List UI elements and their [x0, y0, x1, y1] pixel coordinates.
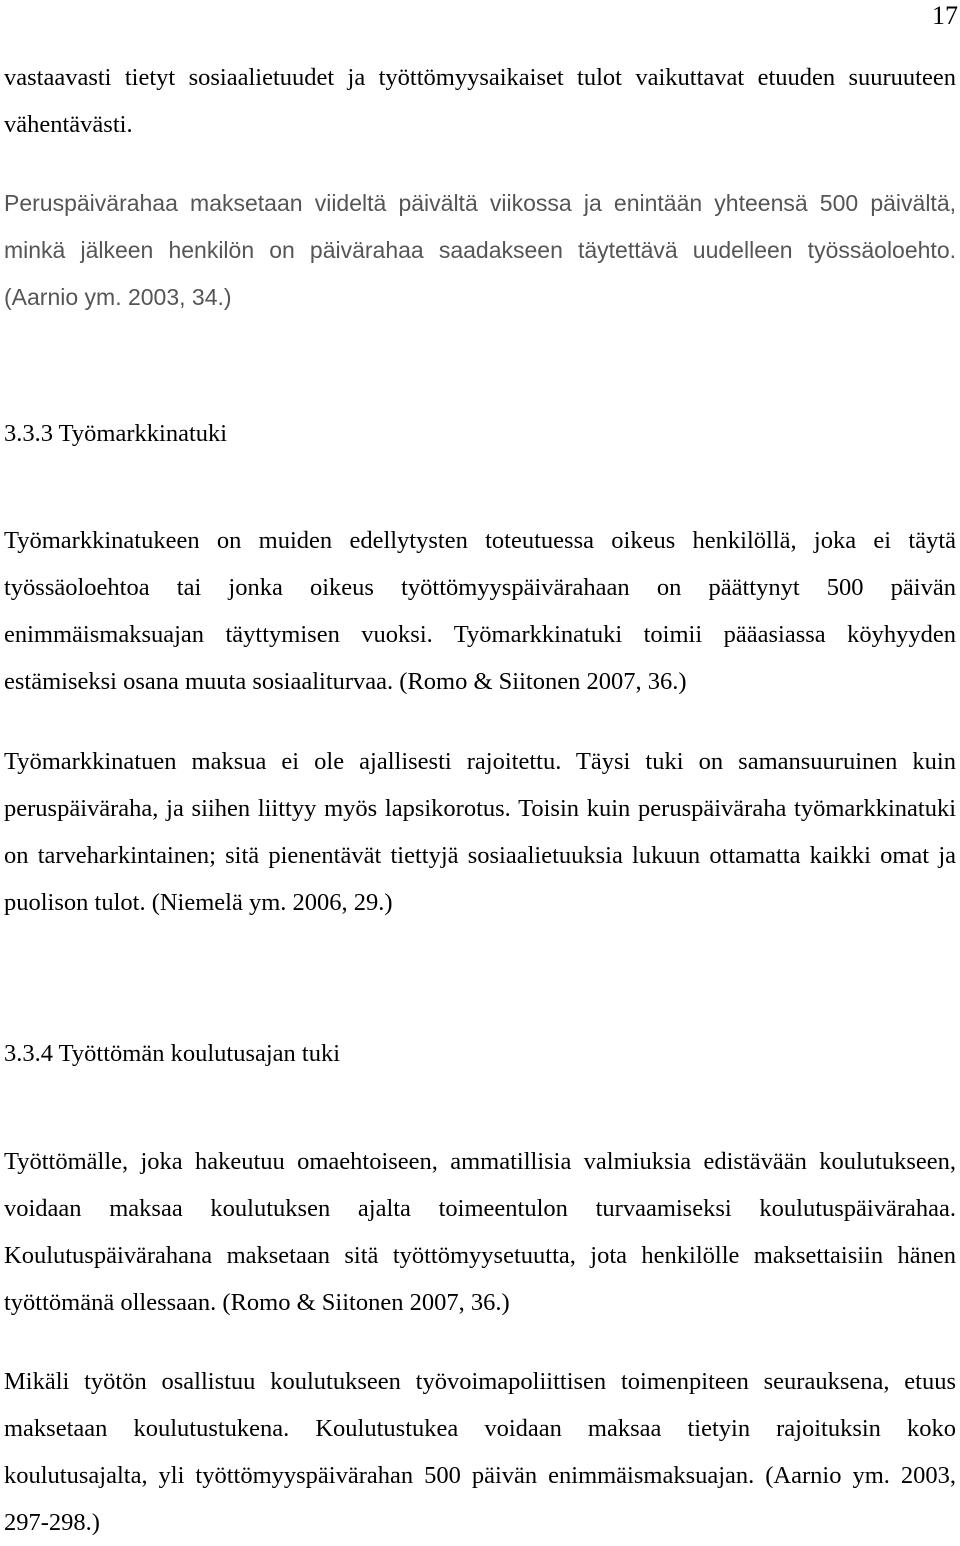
paragraph-peruspaivaraha: Peruspäivärahaa maksetaan viideltä päivältä viikossa ja enintään yhteensä 500 päivältä, minkä jälkeen henkilön on päivärahaa saadakseen täytettävä uudelleen työssäoloehto. (Aarnio ym. 2003, 34.) [4, 190, 956, 310]
paragraph-koulutustuki: Mikäli työtön osallistuu koulutukseen työvoimapoliittisen toimenpiteen seurauksena, etuus maksetaan koulutustukena. Koulutustukea voidaan maksaa tietyin rajoituksin koko koulutusajalta, yli työttömyyspäivärahan 500 päivän enimmäismaksuajan. (Aarnio ym. 2003, 297-298.) [4, 1368, 956, 1536]
paragraph-tyomarkkinatuki-maksu: Työmarkkinatuen maksua ei ole ajallisesti rajoitettu. Täysi tuki on samansuuruinen kuin peruspäiväraha, ja siihen liittyy myös lapsikorotus. Toisin kuin peruspäiväraha työmarkkinatuki on tarveharkintainen; sitä pienentävät tiettyjä sosiaalietuuksia lukuun ottamatta kaikki omat ja puolison tulot. (Niemelä ym. 2006, 29.) [4, 748, 956, 916]
paragraph-tyomarkkinatuki-oikeus: Työmarkkinatukeen on muiden edellytysten toteutuessa oikeus henkilöllä, joka ei täytä työssäoloehtoa tai jonka oikeus työttömyyspäivärahaan on päättynyt 500 päivän enimmäismaksuajan täyttymisen vuoksi. Työmarkkinatuki toimii pääasiassa köyhyyden estämiseksi osana muuta sosiaaliturvaa. (Romo & Siitonen 2007, 36.) [4, 527, 956, 695]
paragraph-koulutuspaivaraha: Työttömälle, joka hakeutuu omaehtoiseen, ammatillisia valmiuksia edistävään koulutukseen, voidaan maksaa koulutuksen ajalta toimeentulon turvaamiseksi koulutuspäivärahaa. Koulutuspäivärahana maksetaan sitä työttömyysetuutta, jota henkilölle maksettaisiin hänen työttömänä ollessaan. (Romo & Siitonen 2007, 36.) [4, 1148, 956, 1316]
section-heading-koulutusajan-tuki: 3.3.4 Työttömän koulutusajan tuki [4, 1040, 341, 1067]
paragraph-etuuden-vahentaminen: vastaavasti tietyt sosiaalietuudet ja työttömyysaikaiset tulot vaikuttavat etuuden suuruuteen vähentävästi. [4, 64, 956, 138]
page-number: 17 [932, 1, 958, 30]
section-heading-tyomarkkinatuki: 3.3.3 Työmarkkinatuki [4, 420, 228, 447]
